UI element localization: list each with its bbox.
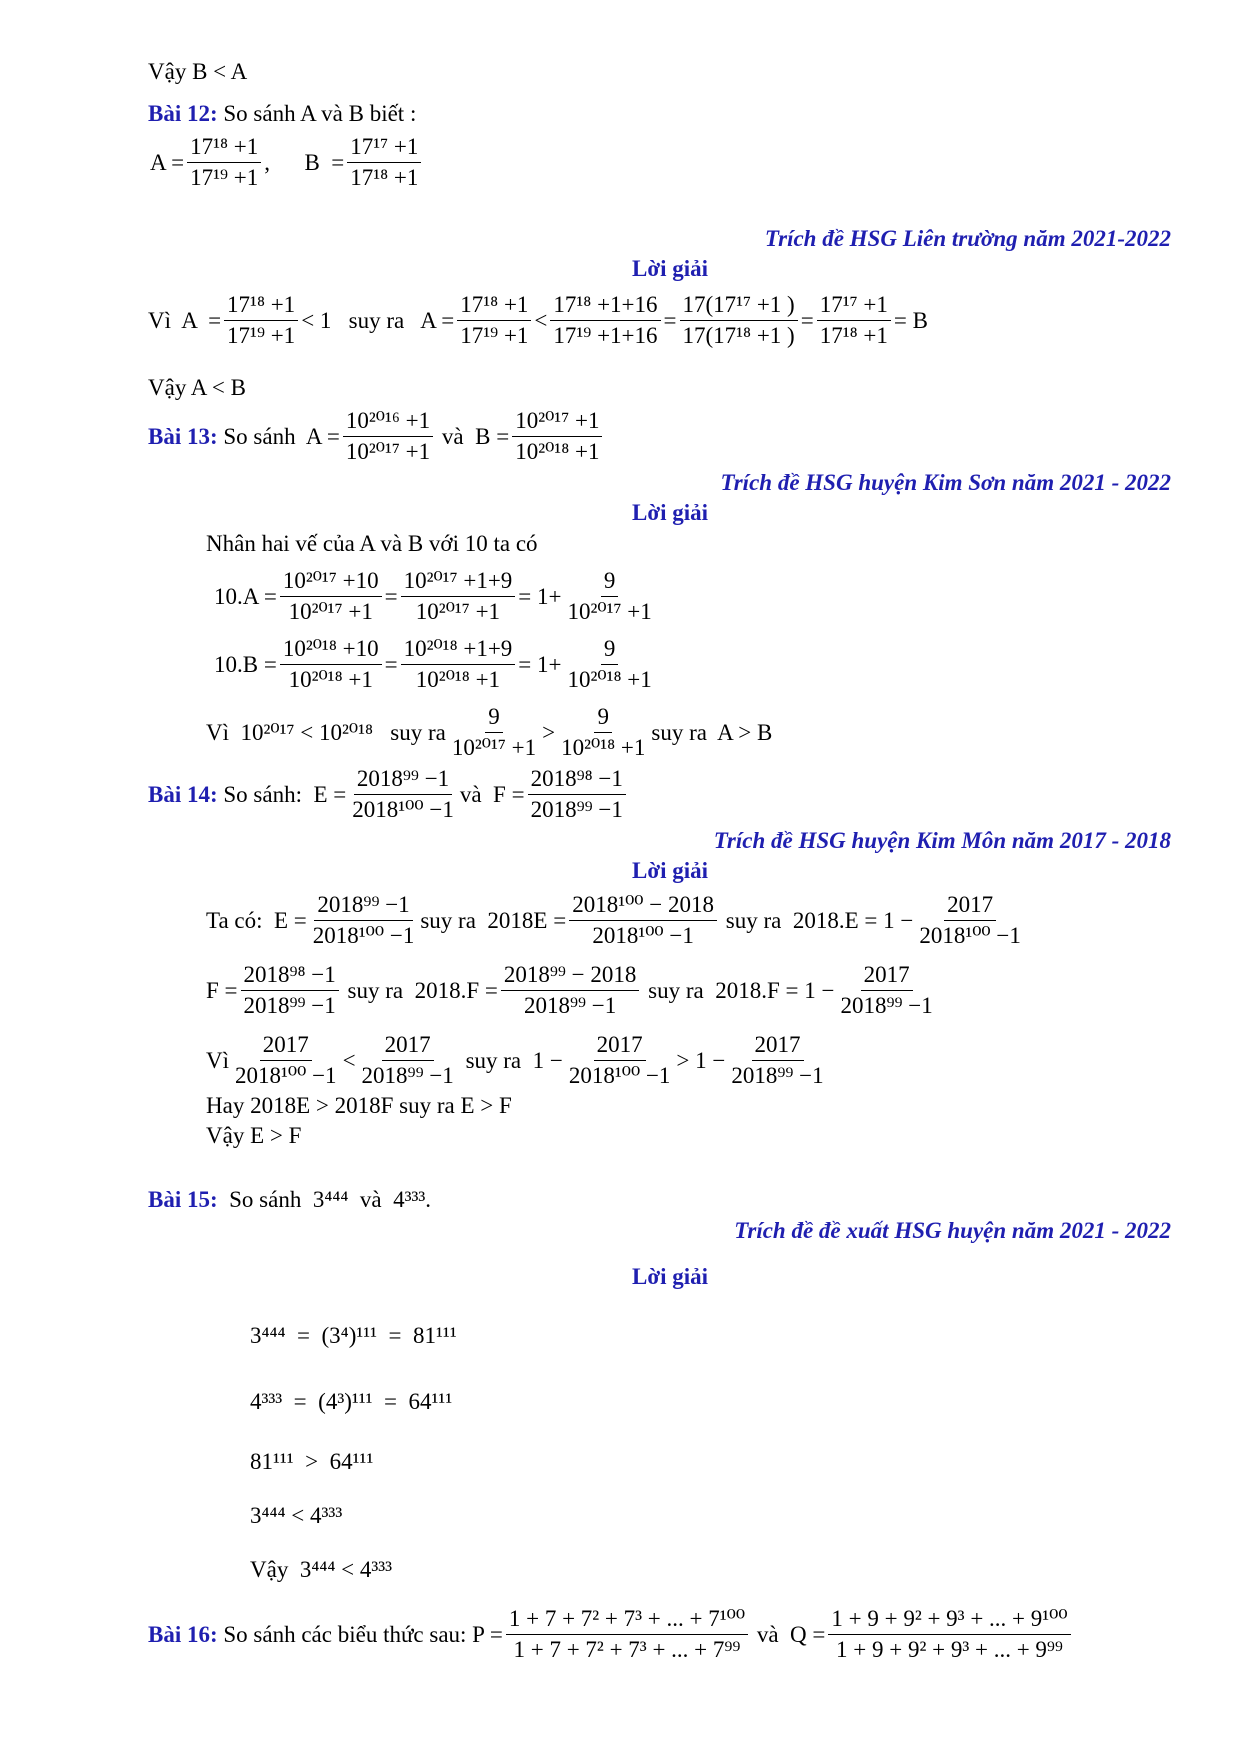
numerator: 17¹⁸ +1 — [457, 290, 531, 321]
numerator: 2018⁹⁹ −1 — [354, 764, 452, 795]
fraction — [449, 702, 539, 763]
fraction — [401, 634, 516, 695]
numerator: 10²⁰¹⁷ +10 — [280, 566, 382, 597]
denominator: 10²⁰¹⁸ +1 — [288, 667, 373, 692]
denominator: 17¹⁹ +1+16 — [553, 323, 658, 348]
denominator: 10²⁰¹⁸ +1 — [415, 667, 501, 692]
text-line: 4³³³ = (4³)¹¹¹ = 64¹¹¹ — [250, 1389, 453, 1414]
formula-line — [214, 634, 658, 695]
fraction — [837, 960, 935, 1021]
math-text: 10.A = — [214, 583, 277, 609]
math-text: và B = — [436, 423, 510, 449]
numerator: 10²⁰¹⁷ +1+9 — [401, 566, 516, 597]
numerator: 1 + 7 + 7² + 7³ + ... + 7¹⁰⁰ — [506, 1604, 748, 1635]
fraction — [359, 1030, 457, 1091]
math-text: suy ra 2018.F = — [341, 977, 498, 1003]
solution-heading: Lời giải — [632, 858, 708, 883]
math-text: F = — [206, 977, 238, 1003]
fraction — [224, 290, 298, 351]
math-text: = — [384, 583, 398, 609]
denominator: 2018¹⁰⁰ −1 — [352, 797, 454, 822]
math-text: suy ra 1 − — [459, 1047, 563, 1073]
numerator: 10²⁰¹⁶ +1 — [343, 406, 433, 437]
math-text: So sánh các biểu thức sau: P = — [217, 1621, 503, 1647]
solution-heading: Lời giải — [632, 500, 708, 525]
fraction — [512, 406, 602, 467]
fraction — [728, 1030, 826, 1091]
math-text: Vì — [206, 1047, 229, 1073]
math-text: < 1 suy ra A = — [301, 307, 455, 333]
numerator: 2017 — [944, 890, 996, 921]
denominator: 17(17¹⁸ +1 ) — [682, 323, 795, 348]
source-citation: Trích đề đề xuất HSG huyện năm 2021 - 2022 — [734, 1218, 1171, 1243]
text-line: 3⁴⁴⁴ < 4³³³ — [250, 1503, 343, 1528]
exercise-label: Bài 13: — [148, 423, 218, 449]
denominator: 2018¹⁰⁰ −1 — [568, 1063, 671, 1088]
denominator: 1 + 7 + 7² + 7³ + ... + 7⁹⁹ — [513, 1637, 741, 1662]
fraction — [241, 960, 339, 1021]
math-text: A = — [150, 149, 185, 175]
numerator: 2017 — [752, 1030, 804, 1061]
numerator: 10²⁰¹⁸ +10 — [280, 634, 382, 665]
formula-line — [206, 960, 939, 1021]
denominator: 2018¹⁰⁰ −1 — [312, 923, 415, 948]
fraction — [550, 290, 660, 351]
math-text: Ta có: E = — [206, 907, 307, 933]
exercise-label: Bài 14: — [148, 781, 218, 807]
numerator: 17(17¹⁷ +1 ) — [680, 290, 798, 321]
denominator: 17¹⁸ +1 — [819, 323, 888, 348]
math-text: suy ra 2018.F = 1 − — [642, 977, 835, 1003]
fraction — [817, 290, 891, 351]
numerator: 2018¹⁰⁰ − 2018 — [569, 890, 717, 921]
exercise-15-heading — [148, 1186, 431, 1214]
numerator: 2017 — [260, 1030, 312, 1061]
denominator: 10²⁰¹⁸ +1 — [515, 439, 600, 464]
fraction — [566, 1030, 674, 1091]
solution-heading: Lời giải — [632, 1264, 708, 1289]
denominator: 10²⁰¹⁷ +1 — [415, 599, 501, 624]
text-line: 3⁴⁴⁴ = (3⁴)¹¹¹ = 81¹¹¹ — [250, 1323, 457, 1348]
text-line: Vậy E > F — [206, 1123, 302, 1148]
fraction — [187, 132, 261, 193]
fraction — [349, 764, 457, 825]
denominator: 10²⁰¹⁷ +1 — [451, 735, 537, 760]
math-text: = B — [893, 307, 928, 333]
text-line: Nhân hai vế của A và B với 10 ta có — [206, 531, 538, 556]
text-line: Vậy A < B — [148, 375, 246, 400]
formula-line — [148, 290, 928, 351]
numerator: 10²⁰¹⁸ +1+9 — [401, 634, 516, 665]
math-text: = 1+ — [518, 583, 562, 609]
math-text: = — [663, 307, 677, 333]
math-text: > — [542, 719, 556, 745]
source-citation: Trích đề HSG Liên trường năm 2021-2022 — [764, 226, 1171, 251]
math-text: = — [800, 307, 814, 333]
denominator: 2018⁹⁹ −1 — [243, 993, 336, 1018]
exercise-label: Bài 12: — [148, 101, 218, 126]
math-text: suy ra 2018.E = 1 − — [720, 907, 914, 933]
denominator: 10²⁰¹⁷ +1 — [345, 439, 431, 464]
math-text: > 1 − — [676, 1047, 726, 1073]
math-text: Vì A = — [148, 307, 222, 333]
numerator: 9 — [601, 566, 619, 597]
math-text: So sánh A = — [217, 423, 340, 449]
exercise-14-heading — [148, 764, 629, 825]
denominator: 17¹⁹ +1 — [227, 323, 296, 348]
numerator: 17¹⁸ +1 — [187, 132, 261, 163]
fraction — [501, 960, 640, 1021]
numerator: 17¹⁷ +1 — [817, 290, 891, 321]
denominator: 1 + 9 + 9² + 9³ + ... + 9⁹⁹ — [836, 1637, 1063, 1662]
formula-line — [214, 566, 658, 627]
fraction — [680, 290, 798, 351]
numerator: 17¹⁷ +1 — [347, 132, 421, 163]
fraction — [506, 1604, 748, 1665]
denominator: 10²⁰¹⁷ +1 — [567, 599, 652, 624]
fraction — [232, 1030, 340, 1091]
numerator: 17¹⁸ +1+16 — [550, 290, 660, 321]
denominator: 10²⁰¹⁸ +1 — [561, 735, 646, 760]
denominator: 2018⁹⁹ −1 — [361, 1063, 454, 1088]
exercise-13-heading — [148, 406, 605, 467]
math-text: và Q = — [751, 1621, 826, 1647]
source-citation: Trích đề HSG huyện Kim Sơn năm 2021 - 2022 — [720, 470, 1171, 495]
fraction — [343, 406, 433, 467]
exercise-16-heading — [148, 1604, 1074, 1665]
denominator: 2018⁹⁹ −1 — [731, 1063, 824, 1088]
denominator: 2018¹⁰⁰ −1 — [235, 1063, 337, 1088]
fraction — [916, 890, 1024, 951]
fraction — [280, 566, 382, 627]
fraction — [558, 702, 648, 763]
fraction — [310, 890, 418, 951]
denominator: 2018⁹⁹ −1 — [524, 993, 617, 1018]
fraction — [457, 290, 531, 351]
fraction — [528, 764, 626, 825]
math-text: suy ra A > B — [651, 719, 773, 745]
fraction — [569, 890, 717, 951]
formula-line — [206, 702, 772, 763]
exercise-label: Bài 16: — [148, 1621, 218, 1647]
numerator: 2017 — [861, 960, 913, 991]
math-text: Vì 10²⁰¹⁷ < 10²⁰¹⁸ suy ra — [206, 719, 446, 745]
exercise-statement: So sánh A và B biết : — [217, 101, 417, 126]
numerator: 2018⁹⁹ −1 — [314, 890, 412, 921]
exercise-label: Bài 15: — [148, 1187, 218, 1212]
fraction — [828, 1604, 1070, 1665]
numerator: 2017 — [382, 1030, 434, 1061]
fraction — [347, 132, 421, 193]
text-line: Vậy B < A — [148, 59, 248, 84]
math-text: , B = — [264, 149, 345, 175]
fraction — [401, 566, 516, 627]
math-text: = 1+ — [518, 651, 562, 677]
fraction — [565, 566, 655, 627]
denominator: 17¹⁹ +1 — [190, 165, 259, 190]
formula-line — [150, 132, 424, 193]
numerator: 9 — [601, 634, 619, 665]
math-text: suy ra 2018E = — [420, 907, 567, 933]
numerator: 2018⁹⁸ −1 — [528, 764, 626, 795]
numerator: 2018⁹⁹ − 2018 — [501, 960, 640, 991]
formula-line — [206, 1030, 830, 1091]
fraction — [565, 634, 655, 695]
math-text: So sánh: E = — [217, 781, 347, 807]
math-text: 10.B = — [214, 651, 277, 677]
fraction — [280, 634, 382, 695]
denominator: 2018¹⁰⁰ −1 — [592, 923, 694, 948]
math-text: và F = — [459, 781, 525, 807]
numerator: 17¹⁸ +1 — [224, 290, 298, 321]
exercise-12-heading — [148, 100, 416, 128]
numerator: 10²⁰¹⁷ +1 — [512, 406, 602, 437]
exercise-statement: So sánh 3⁴⁴⁴ và 4³³³. — [217, 1187, 432, 1212]
denominator: 17¹⁸ +1 — [350, 165, 419, 190]
numerator: 9 — [485, 702, 503, 733]
text-line: Hay 2018E > 2018F suy ra E > F — [206, 1093, 512, 1118]
text-line: 81¹¹¹ > 64¹¹¹ — [250, 1449, 374, 1474]
denominator: 10²⁰¹⁷ +1 — [288, 599, 373, 624]
numerator: 1 + 9 + 9² + 9³ + ... + 9¹⁰⁰ — [828, 1604, 1070, 1635]
solution-heading: Lời giải — [632, 256, 708, 281]
text-line: Vậy 3⁴⁴⁴ < 4³³³ — [250, 1557, 393, 1582]
numerator: 9 — [594, 702, 612, 733]
denominator: 2018⁹⁹ −1 — [840, 993, 933, 1018]
math-text: < — [342, 1047, 356, 1073]
formula-line — [206, 890, 1027, 951]
math-text: < — [534, 307, 548, 333]
math-text: = — [384, 651, 398, 677]
numerator: 2018⁹⁸ −1 — [241, 960, 339, 991]
denominator: 17¹⁹ +1 — [460, 323, 529, 348]
denominator: 10²⁰¹⁸ +1 — [567, 667, 652, 692]
numerator: 2017 — [594, 1030, 646, 1061]
source-citation: Trích đề HSG huyện Kim Môn năm 2017 - 2018 — [713, 828, 1171, 853]
denominator: 2018¹⁰⁰ −1 — [919, 923, 1021, 948]
denominator: 2018⁹⁹ −1 — [530, 797, 623, 822]
